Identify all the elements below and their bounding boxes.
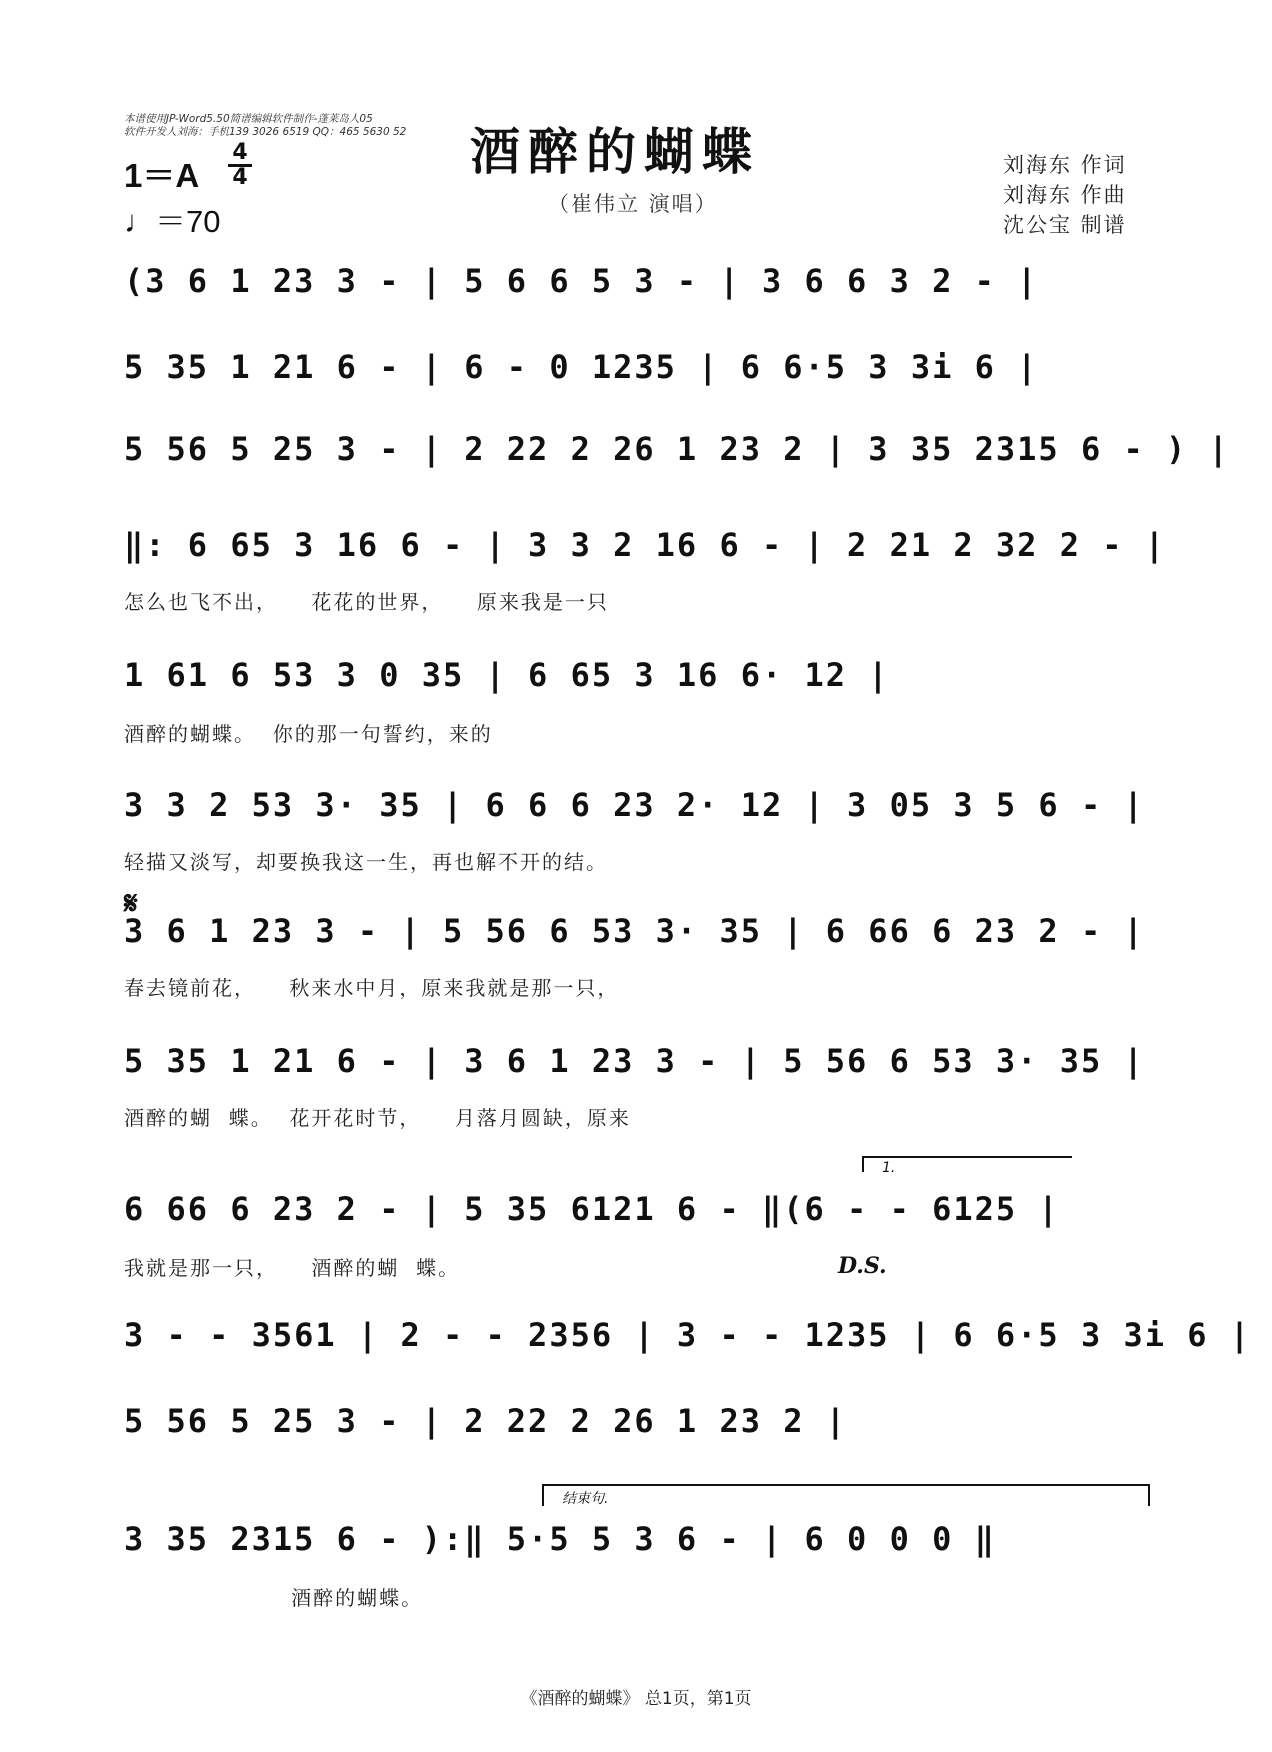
notation-row-6: 3 3 2 53 3· 35 | 6 6 6 23 2· 12 | 3 05 3 5 6 - | [124,786,1145,824]
notation-row-3: 5 56 5 25 3 - | 2 22 2 26 1 23 2 | 3 35 2315 6 - ) | [124,430,1230,468]
tempo-marking: ♩＝70 [124,204,221,239]
arranger-credit: 沈公宝 制谱 [1003,213,1127,237]
singer-credit: （崔伟立 演唱） [548,192,718,216]
software-line-2: 软件开发人刘海：手机139 3026 6519 QQ：465 5630 52 [124,126,407,138]
time-bottom: 4 [232,165,248,190]
notation-row-2: 5 35 1 21 6 - | 6 - 0 1235 | 6 6·5 3 3i 6 | [124,348,1039,386]
ending-label: 结束句. [562,1491,609,1507]
notation-row-12: 3 35 2315 6 - ):‖ 5·5 5 3 6 - | 6 0 0 0 ‖ [124,1520,996,1558]
page-footer: 《酒醉的蝴蝶》 总1页，第1页 [520,1689,752,1709]
notation-row-11: 5 56 5 25 3 - | 2 22 2 26 1 23 2 | [124,1402,848,1440]
lyric-row-7: 春去镜前花， 秋来水中月，原来我就是那一只， [124,976,620,1000]
time-signature [228,140,252,190]
song-title: 酒醉的蝴蝶 [470,122,760,181]
key-signature: 1＝A [124,157,200,194]
lyric-row-8: 酒醉的蝴 蝶。 花开花时节， 月落月圆缺，原来 [124,1106,631,1130]
notation-row-5: 1 61 6 53 3 0 35 | 6 65 3 16 6· 12 | [124,656,890,694]
notation-row-9: 6 66 6 23 2 - | 5 35 6121 6 - ‖(6 - - 6125 | [124,1190,1060,1228]
composer-credit: 刘海东 作曲 [1003,183,1127,207]
software-line-1: 本谱使用JP-Word5.50简谱编辑软件制作-蓬莱岛人05 [124,113,373,125]
lyric-row-5: 酒醉的蝴蝶。 你的那一句誓约，来的 [124,722,493,746]
ending-bracket [542,1484,1150,1506]
notation-row-4: ‖: 6 65 3 16 6 - | 3 3 2 16 6 - | 2 21 2 32 2 - | [124,526,1167,564]
notation-row-1: (3 6 1 23 3 - | 5 6 6 5 3 - | 3 6 6 3 2 - | [124,262,1039,300]
notation-row-7: 3 6 1 23 3 - | 5 56 6 53 3· 35 | 6 66 6 23 2 - | [124,912,1145,950]
notation-row-10: 3 - - 3561 | 2 - - 2356 | 3 - - 1235 | 6 6·5 3 3i 6 | [124,1316,1252,1354]
lyricist-credit: 刘海东 作词 [1003,153,1127,177]
dal-segno-mark: D.S. [838,1253,887,1279]
lyric-row-12: 酒醉的蝴蝶。 [124,1586,424,1610]
lyric-row-6: 轻描又淡写，却要换我这一生，再也解不开的结。 [124,850,608,874]
time-top: 4 [232,140,248,165]
credits [1003,150,1127,240]
notation-row-8: 5 35 1 21 6 - | 3 6 1 23 3 - | 5 56 6 53 3· 35 | [124,1042,1145,1080]
lyric-row-9: 我就是那一只， 酒醉的蝴 蝶。 [124,1256,461,1280]
first-ending-label: 1. [882,1160,896,1176]
lyric-row-4: 怎么也飞不出， 花花的世界， 原来我是一只 [124,590,609,614]
segno-sign: 𝄋 [124,884,138,922]
software-credit [124,113,406,139]
first-ending-bracket [862,1156,1072,1176]
